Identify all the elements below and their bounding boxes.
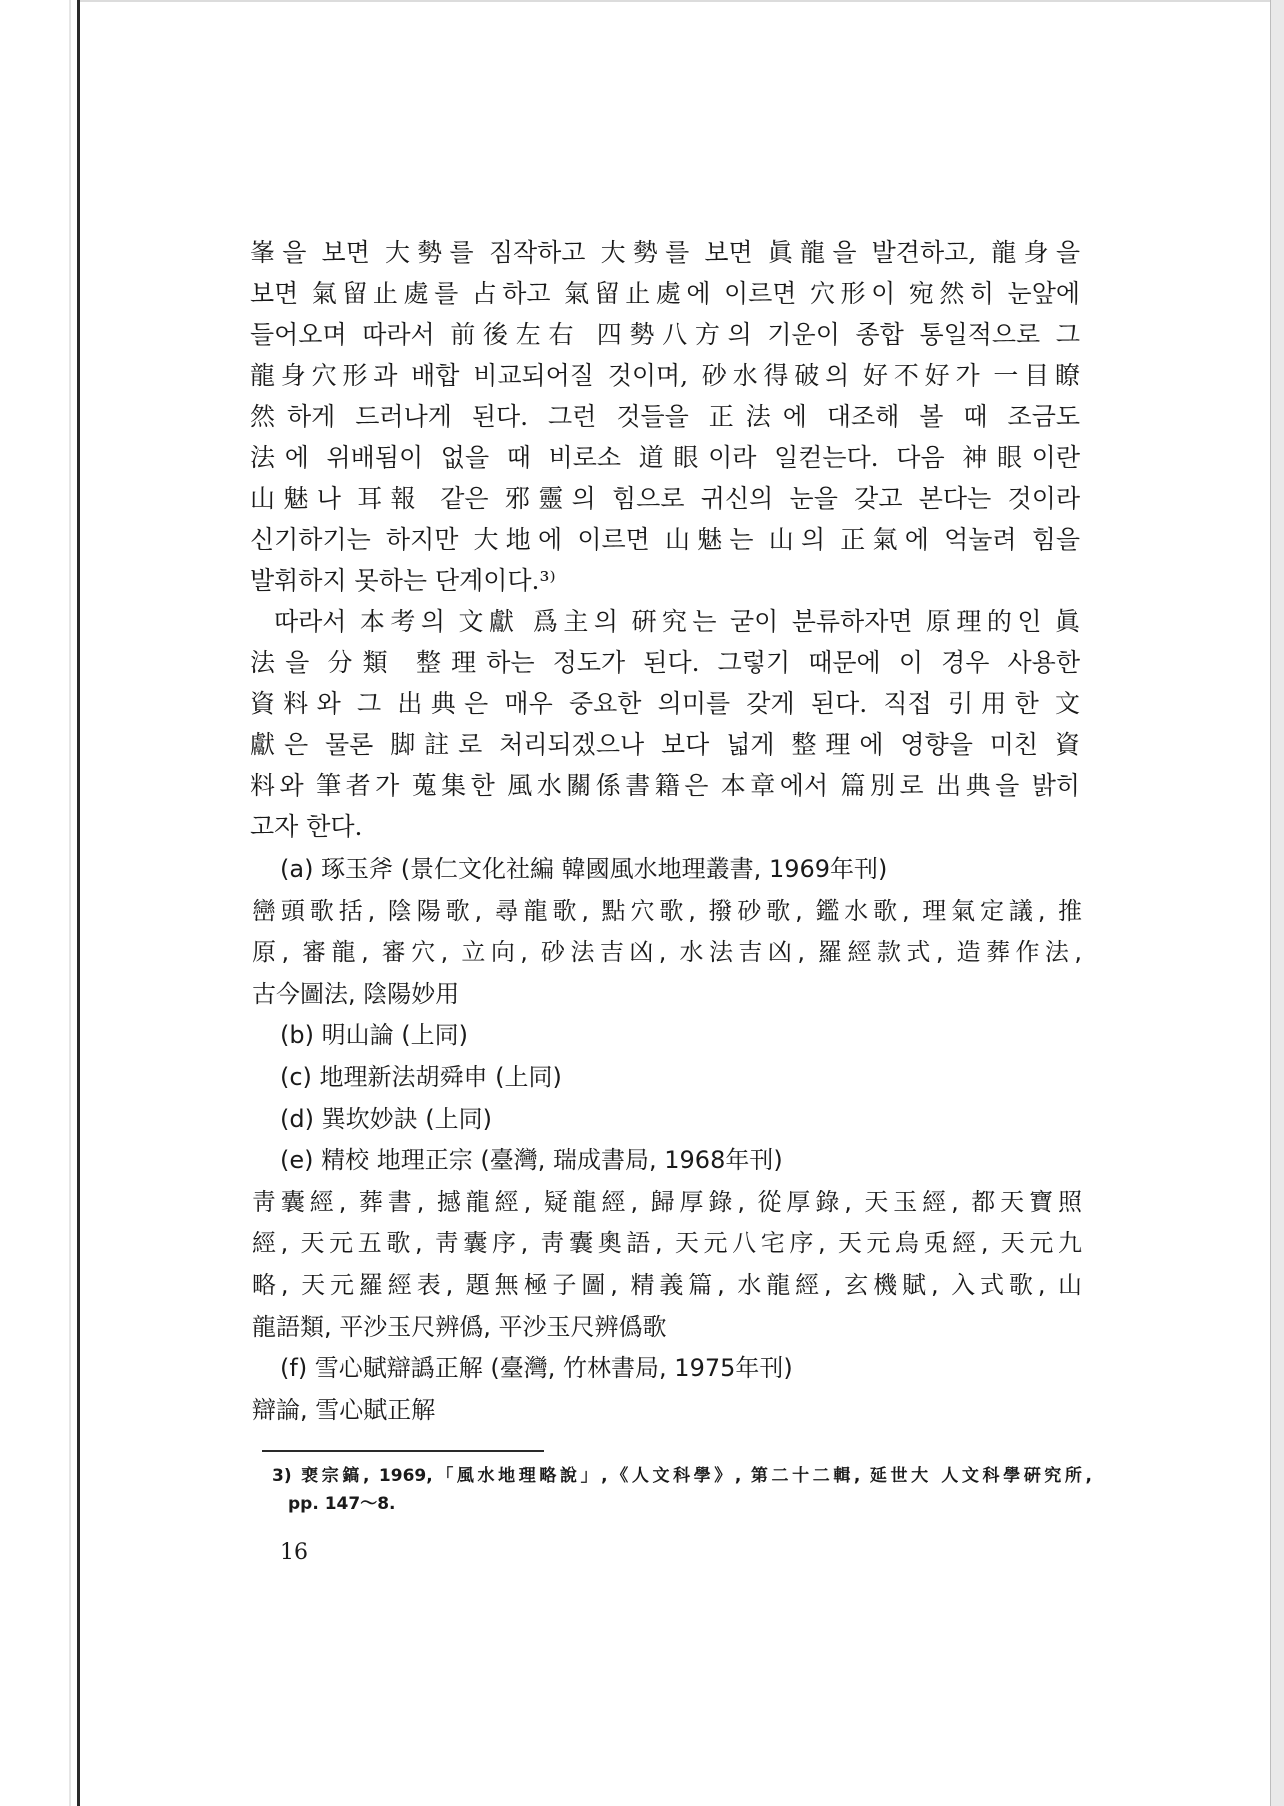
body-line: 料와 筆者가 蒐集한 風水關係書籍은 本章에서 篇別로 出典을 밝히 [250, 771, 1080, 800]
body-line: 峯을 보면 大勢를 짐작하고 大勢를 보면 眞龍을 발견하고, 龍身을 [250, 238, 1080, 267]
page-top-edge [80, 0, 1270, 2]
reference-heading: (c) 地理新法胡舜申 (上同) [280, 1062, 562, 1091]
reference-line: 辯論, 雪心賦正解 [252, 1395, 436, 1424]
reference-heading: (d) 巽坎妙訣 (上同) [280, 1104, 492, 1133]
body-line: 발휘하지 못하는 단계이다.³⁾ [250, 566, 556, 595]
reference-line: 龍語類, 平沙玉尺辨僞, 平沙玉尺辨僞歌 [252, 1312, 667, 1341]
body-line: 獻은 물론 脚註로 처리되겠으나 보다 넓게 整理에 영향을 미친 資 [250, 730, 1080, 759]
reference-list [252, 849, 1082, 1431]
page-number: 16 [280, 1540, 308, 1565]
body-line: 보면 氣留止處를 占하고 氣留止處에 이르면 穴形이 宛然히 눈앞에 [250, 279, 1080, 308]
reference-line: 靑囊經, 葬書, 撼龍經, 疑龍經, 歸厚錄, 從厚錄, 天玉經, 都天寶照 [252, 1187, 1082, 1216]
page-right-edge [1270, 0, 1284, 1806]
footnote-divider [262, 1450, 544, 1452]
footnote-line: 3) 裵宗鎬, 1969,「風水地理略說」,《人文科學》, 第二十二輯, 延世大 人文科學硏究所, [272, 1466, 1092, 1486]
body-line: 山魅나 耳報 같은 邪靈의 힘으로 귀신의 눈을 갖고 본다는 것이라 [250, 484, 1080, 513]
body-line: 資料와 그 出典은 매우 중요한 의미를 갖게 된다. 직접 引用한 文 [250, 689, 1080, 718]
reference-line: 略, 天元羅經表, 題無極子圖, 精義篇, 水龍經, 玄機賦, 入式歌, 山 [252, 1270, 1082, 1299]
reference-heading: (f) 雪心賦辯譌正解 (臺灣, 竹林書局, 1975年刊) [280, 1354, 793, 1383]
body-line: 고자 한다. [250, 812, 363, 841]
body-line: 然하게 드러나게 된다. 그런 것들을 正法에 대조해 볼 때 조금도 [250, 402, 1080, 431]
body-line: 龍身穴形과 배합 비교되어질 것이며, 砂水得破의 好不好가 一目瞭 [250, 361, 1080, 390]
page-binding-edge [0, 0, 80, 1806]
reference-heading: (b) 明山論 (上同) [280, 1021, 468, 1050]
body-text [250, 232, 1080, 847]
body-line: 들어오며 따라서 前後左右 四勢八方의 기운이 종합 통일적으로 그 [250, 320, 1080, 349]
reference-heading: (e) 精校 地理正宗 (臺灣, 瑞成書局, 1968年刊) [280, 1146, 783, 1175]
reference-heading: (a) 琢玉斧 (景仁文化社編 韓國風水地理叢書, 1969年刊) [280, 855, 888, 883]
reference-line: 古今圖法, 陰陽妙用 [252, 979, 460, 1008]
reference-line: 原, 審龍, 審穴, 立向, 砂法吉凶, 水法吉凶, 羅經款式, 造葬作法, [252, 938, 1082, 967]
footnote-line: pp. 147〜8. [288, 1494, 396, 1514]
reference-line: 經, 天元五歌, 靑囊序, 靑囊奧語, 天元八宅序, 天元烏兎經, 天元九 [252, 1229, 1082, 1258]
body-line: 따라서 本考의 文獻 爲主의 硏究는 굳이 분류하자면 原理的인 眞 [274, 607, 1080, 636]
reference-line: 巒頭歌括, 陰陽歌, 尋龍歌, 點穴歌, 撥砂歌, 鑑水歌, 理氣定議, 推 [252, 896, 1082, 925]
body-line: 法을 分類 整理하는 정도가 된다. 그렇기 때문에 이 경우 사용한 [250, 648, 1080, 677]
footnote [272, 1462, 1092, 1518]
body-line: 신기하기는 하지만 大地에 이르면 山魅는 山의 正氣에 억눌려 힘을 [250, 525, 1080, 554]
body-line: 法에 위배됨이 없을 때 비로소 道眼이라 일컫는다. 다음 神眼이란 [250, 443, 1080, 472]
